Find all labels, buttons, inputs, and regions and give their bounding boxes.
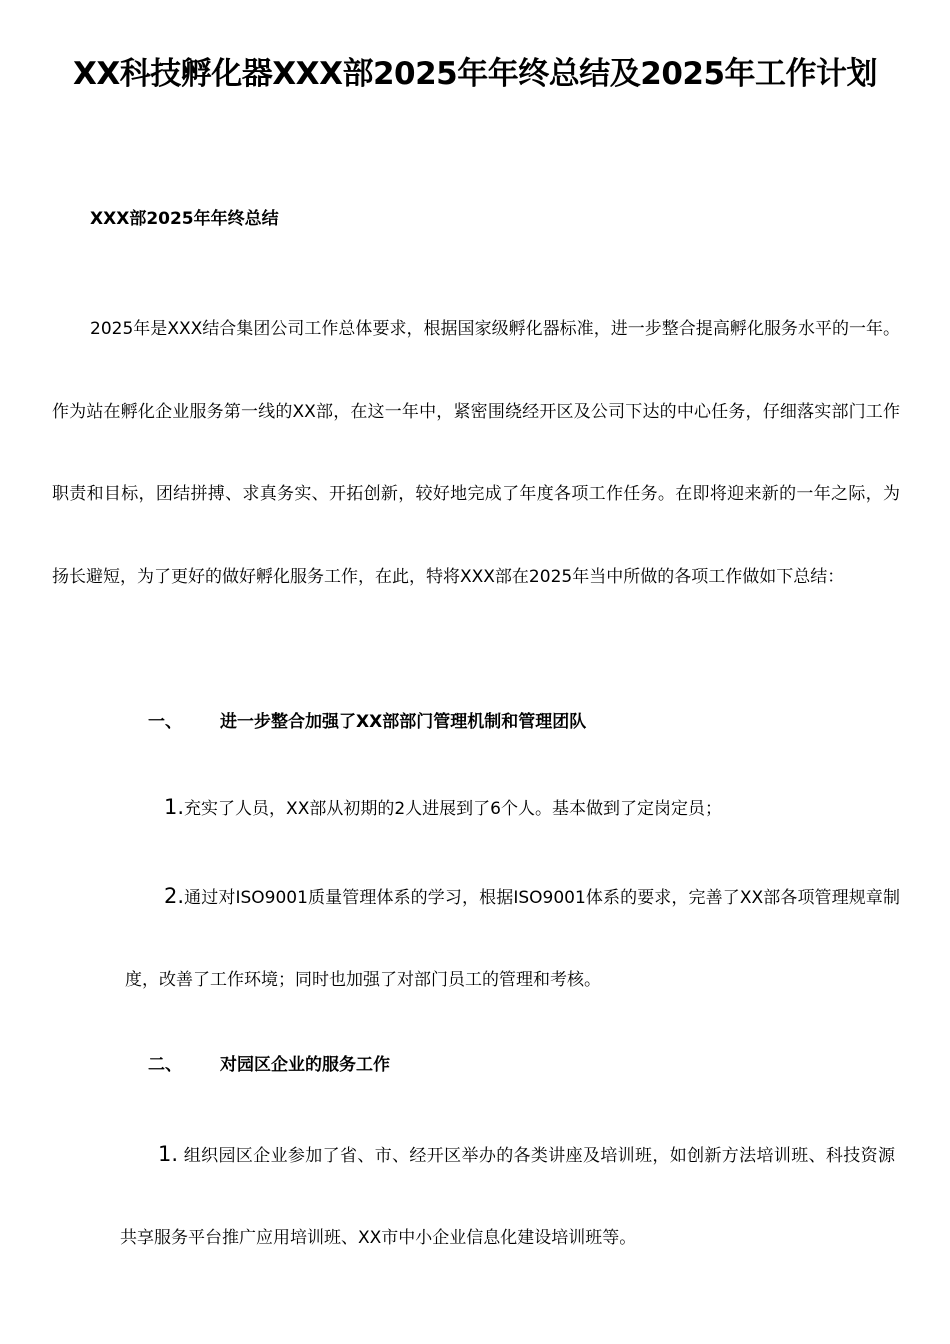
section-heading-text: 进一步整合加强了XX部部门管理机制和管理团队 bbox=[220, 712, 587, 732]
list-item bbox=[120, 1113, 895, 1279]
section-heading-text: 对园区企业的服务工作 bbox=[220, 1055, 390, 1075]
section-heading-2 bbox=[148, 1053, 390, 1077]
list-item-text: 充实了人员，XX部从初期的2人进展到了6个人。基本做到了定岗定员； bbox=[184, 799, 722, 819]
section-heading-1 bbox=[148, 710, 586, 734]
list-item bbox=[164, 795, 722, 821]
list-item-index: 2. bbox=[164, 884, 185, 908]
list-item-text: 组织园区企业参加了省、市、经开区举办的各类讲座及培训班，如创新方法培训班、科技资源共享服务平台推广应用培训班、XX市中小企业信息化建设培训班等。 bbox=[120, 1146, 895, 1248]
section-number: 二、 bbox=[148, 1055, 182, 1075]
list-item bbox=[125, 855, 900, 1021]
section-number: 一、 bbox=[148, 712, 182, 732]
list-item-text: 通过对ISO9001质量管理体系的学习，根据ISO9001体系的要求，完善了XX部各项管理规章制度，改善了工作环境；同时也加强了对部门员工的管理和考核。 bbox=[125, 888, 900, 990]
list-item-index: 1. bbox=[158, 1142, 179, 1166]
list-item-index: 1. bbox=[164, 795, 185, 819]
document-title: XX科技孵化器XXX部2025年年终总结及2025年工作计划 bbox=[72, 56, 878, 92]
intro-paragraph: 2025年是XXX结合集团公司工作总体要求，根据国家级孵化器标准，进一步整合提高孵化服务水平的一年。作为站在孵化企业服务第一线的XX部，在这一年中，紧密围绕经开区及公司下达的中心任务，仔细落实部门工作职责和目标，团结拼搏、求真务实、开拓创新，较好地完成了年度各项工作任务。在即将迎来新的一年之际，为扬长避短，为了更好的做好孵化服务工作，在此，特将XXX部在2025年当中所做的各项工作做如下总结： bbox=[52, 319, 900, 587]
section-subtitle: XXX部2025年年终总结 bbox=[90, 209, 279, 229]
